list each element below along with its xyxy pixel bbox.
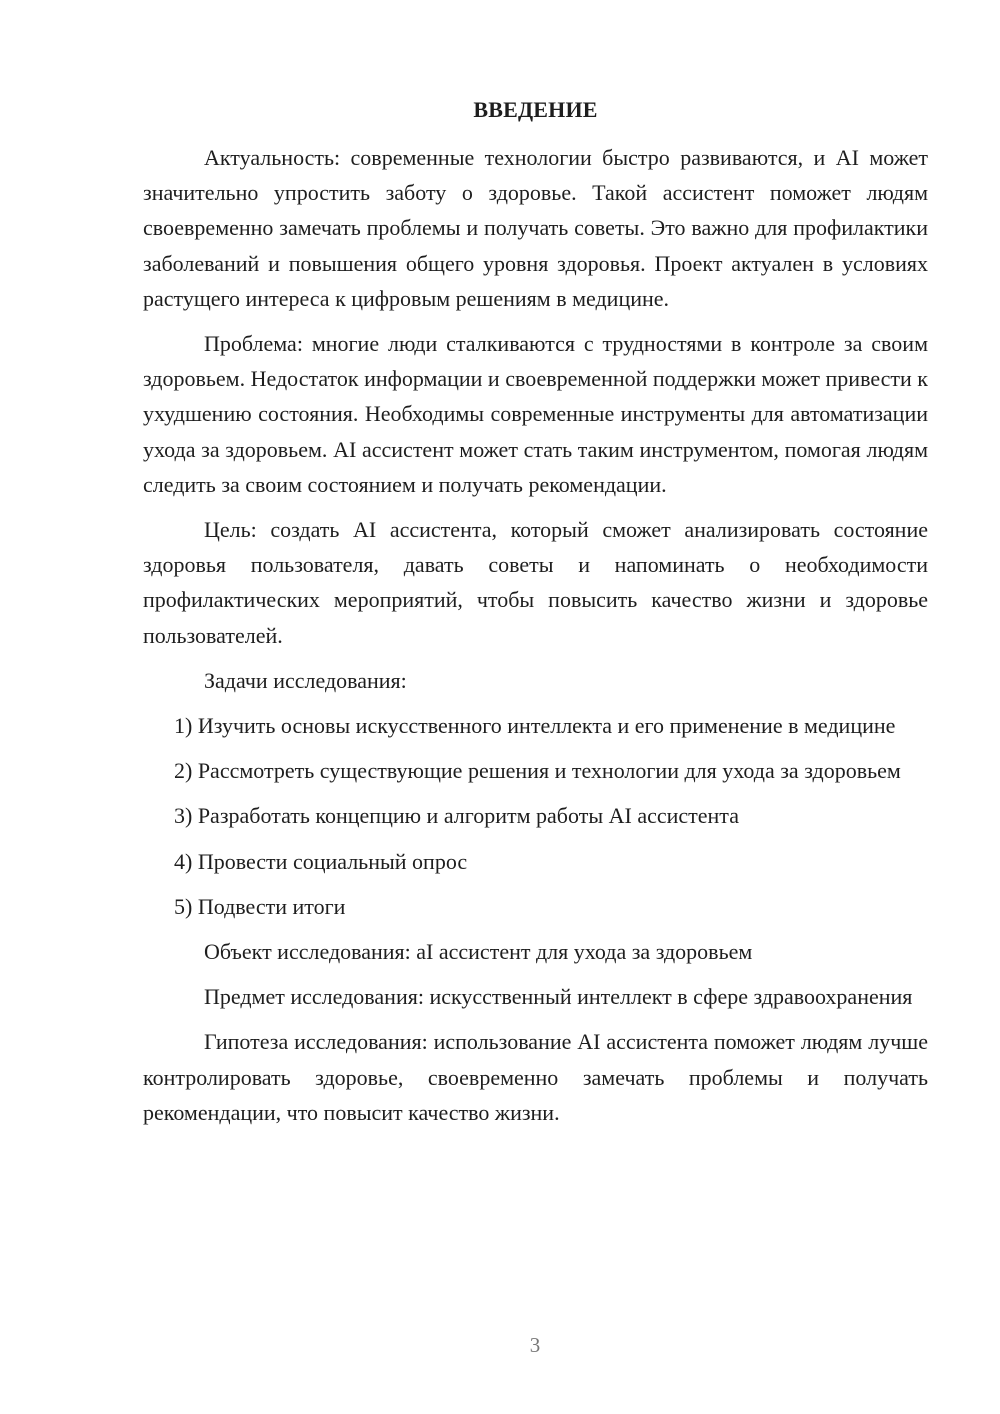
document-body bbox=[143, 92, 928, 1140]
relevance-paragraph: Актуальность: современные технологии быстро развиваются, и AI может значительно упростить заботу о здоровье. Такой ассистент поможет людям своевременно замечать проблемы и получать советы. Это важно для профилактики заболеваний и повышения общего уровня здоровья. Проект актуален в условиях растущего интереса к цифровым решениям в медицине. bbox=[143, 145, 928, 311]
section-title: ВВЕДЕНИЕ bbox=[473, 97, 598, 122]
hypothesis-paragraph: Гипотеза исследования: использование AI ассистента поможет людям лучше контролировать здоровье, своевременно замечать проблемы и получать рекомендации, что повысит качество жизни. bbox=[143, 1029, 928, 1125]
task-item: 5) Подвести итоги bbox=[174, 893, 346, 919]
tasks-heading: Задачи исследования: bbox=[204, 667, 407, 693]
task-item: 3) Разработать концепцию и алгоритм работы AI ассистента bbox=[174, 803, 739, 829]
goal-paragraph: Цель: создать AI ассистента, который сможет анализировать состояние здоровья пользователя, давать советы и напоминать о необходимости профилактических мероприятий, чтобы повысить качество жизни и здоровье пользователей. bbox=[143, 517, 928, 648]
page-number: 3 bbox=[529, 1333, 541, 1357]
subject-paragraph: Предмет исследования: искусственный интеллект в сфере здравоохранения bbox=[204, 984, 913, 1010]
object-paragraph: Объект исследования: aI ассистент для ухода за здоровьем bbox=[204, 939, 753, 965]
task-item: 4) Провести социальный опрос bbox=[174, 848, 468, 874]
task-item: 1) Изучить основы искусственного интеллекта и его применение в медицине bbox=[174, 713, 896, 739]
problem-paragraph: Проблема: многие люди сталкиваются с трудностями в контроле за своим здоровьем. Недостаток информации и своевременной поддержки может привести к ухудшению состояния. Необходимы современные инструменты для автоматизации ухода за здоровьем. AI ассистент может стать таким инструментом, помогая людям следить за своим состоянием и получать рекомендации. bbox=[143, 331, 928, 497]
task-item: 2) Рассмотреть существующие решения и технологии для ухода за здоровьем bbox=[174, 758, 901, 784]
